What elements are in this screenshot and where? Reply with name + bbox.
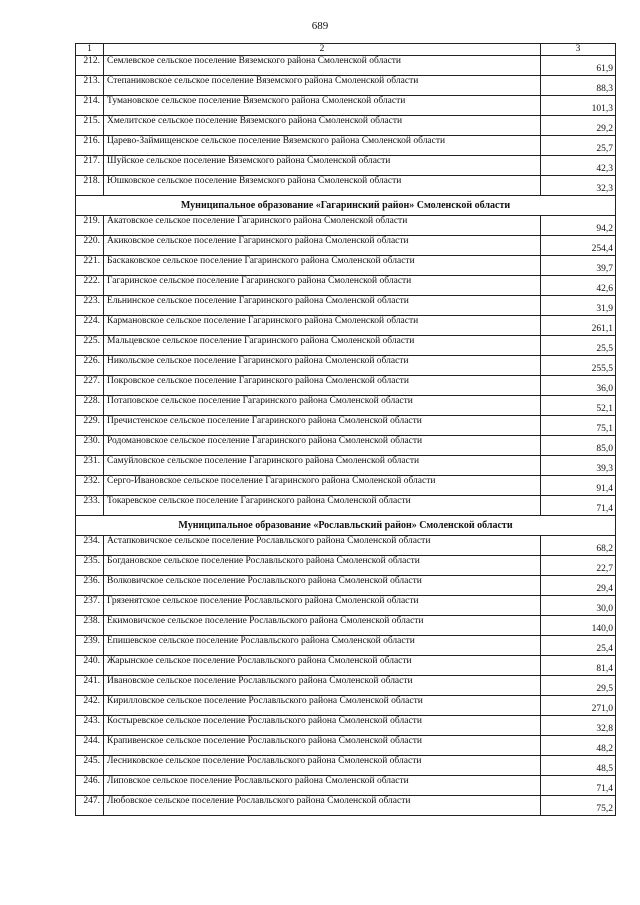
settlement-name: Лесниковское сельское поселение Рославльского района Смоленской области [104, 756, 541, 776]
row-value: 140,0 [541, 616, 616, 636]
row-value: 25,4 [541, 636, 616, 656]
settlement-name: Ивановское сельское поселение Рославльского района Смоленской области [104, 676, 541, 696]
settlement-name: Астапковичское сельское поселение Рославльского района Смоленской области [104, 536, 541, 556]
table-row [76, 436, 616, 456]
settlement-name: Акатовское сельское поселение Гагаринского района Смоленской области [104, 216, 541, 236]
row-number: 233. [76, 496, 104, 516]
settlement-name: Крапивенское сельское поселение Рославльского района Смоленской области [104, 736, 541, 756]
table-row [76, 696, 616, 716]
table-row [76, 676, 616, 696]
row-number: 246. [76, 776, 104, 796]
table-row [76, 756, 616, 776]
settlement-name: Гагаринское сельское поселение Гагаринского района Смоленской области [104, 276, 541, 296]
table-row [76, 56, 616, 76]
row-number: 215. [76, 116, 104, 136]
settlement-name: Жарынское сельское поселение Рославльского района Смоленской области [104, 656, 541, 676]
row-value: 32,8 [541, 716, 616, 736]
settlement-name: Тумановское сельское поселение Вяземского района Смоленской области [104, 96, 541, 116]
row-value: 25,7 [541, 136, 616, 156]
row-value: 22,7 [541, 556, 616, 576]
table-row [76, 456, 616, 476]
row-number: 223. [76, 296, 104, 316]
row-value: 75,1 [541, 416, 616, 436]
row-value: 68,2 [541, 536, 616, 556]
table-row [76, 336, 616, 356]
row-number: 237. [76, 596, 104, 616]
row-number: 247. [76, 796, 104, 816]
table-row [76, 376, 616, 396]
row-value: 32,3 [541, 176, 616, 196]
row-number: 232. [76, 476, 104, 496]
row-value: 94,2 [541, 216, 616, 236]
row-value: 71,4 [541, 776, 616, 796]
settlement-name: Ельнинское сельское поселение Гагаринского района Смоленской области [104, 296, 541, 316]
row-value: 271,0 [541, 696, 616, 716]
row-number: 227. [76, 376, 104, 396]
section-header-row [76, 516, 616, 536]
column-header-number: 1 [76, 44, 104, 56]
table-row [76, 596, 616, 616]
table-row [76, 216, 616, 236]
table-row [76, 716, 616, 736]
row-value: 48,5 [541, 756, 616, 776]
settlement-name: Родомановское сельское поселение Гагаринского района Смоленской области [104, 436, 541, 456]
table-row [76, 636, 616, 656]
settlement-name: Волковичское сельское поселение Рославльского района Смоленской области [104, 576, 541, 596]
table-row [76, 176, 616, 196]
table-row [76, 236, 616, 256]
row-value: 39,3 [541, 456, 616, 476]
settlement-name: Богдановское сельское поселение Рославльского района Смоленской области [104, 556, 541, 576]
table-row [76, 296, 616, 316]
table-row [76, 576, 616, 596]
settlement-name: Акиковское сельское поселение Гагаринского района Смоленской области [104, 236, 541, 256]
section-title: Муниципальное образование «Гагаринский район» Смоленской области [76, 196, 616, 216]
row-number: 244. [76, 736, 104, 756]
row-value: 36,0 [541, 376, 616, 396]
row-number: 219. [76, 216, 104, 236]
settlement-name: Костыревское сельское поселение Рославльского района Смоленской области [104, 716, 541, 736]
row-number: 228. [76, 396, 104, 416]
row-number: 239. [76, 636, 104, 656]
table-row [76, 536, 616, 556]
table-row [76, 656, 616, 676]
settlement-name: Самуйловское сельское поселение Гагаринского района Смоленской области [104, 456, 541, 476]
settlement-name: Грязенятское сельское поселение Рославльского района Смоленской области [104, 596, 541, 616]
table-row [76, 476, 616, 496]
row-value: 88,3 [541, 76, 616, 96]
settlement-name: Покровское сельское поселение Гагаринского района Смоленской области [104, 376, 541, 396]
row-value: 71,4 [541, 496, 616, 516]
row-number: 221. [76, 256, 104, 276]
column-header-name: 2 [104, 44, 541, 56]
row-number: 212. [76, 56, 104, 76]
row-number: 229. [76, 416, 104, 436]
row-value: 255,5 [541, 356, 616, 376]
row-value: 61,9 [541, 56, 616, 76]
table-row [76, 356, 616, 376]
table-row [76, 736, 616, 756]
row-number: 243. [76, 716, 104, 736]
table-row [76, 116, 616, 136]
table-row [76, 316, 616, 336]
row-value: 31,9 [541, 296, 616, 316]
table-row [76, 396, 616, 416]
row-value: 29,2 [541, 116, 616, 136]
row-value: 29,4 [541, 576, 616, 596]
row-number: 241. [76, 676, 104, 696]
column-header-value: 3 [541, 44, 616, 56]
table-row [76, 616, 616, 636]
settlement-name: Юшковское сельское поселение Вяземского района Смоленской области [104, 176, 541, 196]
row-value: 30,0 [541, 596, 616, 616]
section-header-row [76, 196, 616, 216]
row-value: 254,4 [541, 236, 616, 256]
row-value: 25,5 [541, 336, 616, 356]
row-number: 242. [76, 696, 104, 716]
settlement-name: Екимовичское сельское поселение Рославльского района Смоленской области [104, 616, 541, 636]
row-number: 235. [76, 556, 104, 576]
settlement-name: Токаревское сельское поселение Гагаринского района Смоленской области [104, 496, 541, 516]
table-row [76, 416, 616, 436]
row-number: 218. [76, 176, 104, 196]
row-value: 48,2 [541, 736, 616, 756]
settlement-name: Хмелитское сельское поселение Вяземского района Смоленской области [104, 116, 541, 136]
row-value: 101,3 [541, 96, 616, 116]
table-row [76, 496, 616, 516]
settlement-name: Кармановское сельское поселение Гагаринского района Смоленской области [104, 316, 541, 336]
table-row [76, 96, 616, 116]
row-number: 245. [76, 756, 104, 776]
row-number: 238. [76, 616, 104, 636]
row-number: 240. [76, 656, 104, 676]
row-value: 261,1 [541, 316, 616, 336]
settlement-name: Мальцевское сельское поселение Гагаринского района Смоленской области [104, 336, 541, 356]
row-number: 220. [76, 236, 104, 256]
settlement-name: Шуйское сельское поселение Вяземского района Смоленской области [104, 156, 541, 176]
row-value: 91,4 [541, 476, 616, 496]
row-value: 52,1 [541, 396, 616, 416]
settlement-name: Царево-Займищенское сельское поселение Вяземского района Смоленской области [104, 136, 541, 156]
settlement-name: Любовское сельское поселение Рославльского района Смоленской области [104, 796, 541, 816]
row-number: 231. [76, 456, 104, 476]
table-row [76, 796, 616, 816]
settlement-name: Семлевское сельское поселение Вяземского района Смоленской области [104, 56, 541, 76]
row-number: 225. [76, 336, 104, 356]
table-body [76, 44, 616, 816]
settlement-name: Кирилловское сельское поселение Рославльского района Смоленской области [104, 696, 541, 716]
row-number: 236. [76, 576, 104, 596]
settlement-name: Баскаковское сельское поселение Гагаринского района Смоленской области [104, 256, 541, 276]
row-value: 39,7 [541, 256, 616, 276]
column-header-row [76, 44, 616, 56]
settlement-name: Потаповское сельское поселение Гагаринского района Смоленской области [104, 396, 541, 416]
row-number: 234. [76, 536, 104, 556]
row-value: 81,4 [541, 656, 616, 676]
row-value: 85,0 [541, 436, 616, 456]
row-value: 42,6 [541, 276, 616, 296]
row-value: 75,2 [541, 796, 616, 816]
row-number: 230. [76, 436, 104, 456]
settlement-name: Степаниковское сельское поселение Вяземского района Смоленской области [104, 76, 541, 96]
table-row [76, 256, 616, 276]
row-number: 217. [76, 156, 104, 176]
row-number: 213. [76, 76, 104, 96]
table-row [76, 556, 616, 576]
settlement-name: Пречистенское сельское поселение Гагаринского района Смоленской области [104, 416, 541, 436]
page-number: 689 [311, 20, 329, 32]
settlement-name: Никольское сельское поселение Гагаринского района Смоленской области [104, 356, 541, 376]
row-number: 222. [76, 276, 104, 296]
row-value: 42,3 [541, 156, 616, 176]
row-number: 224. [76, 316, 104, 336]
row-number: 216. [76, 136, 104, 156]
row-number: 214. [76, 96, 104, 116]
table-row [76, 156, 616, 176]
row-number: 226. [76, 356, 104, 376]
table-row [76, 76, 616, 96]
settlements-table [75, 43, 616, 816]
settlement-name: Серго-Ивановское сельское поселение Гагаринского района Смоленской области [104, 476, 541, 496]
section-title: Муниципальное образование «Рославльский район» Смоленской области [76, 516, 616, 536]
row-value: 29,5 [541, 676, 616, 696]
settlement-name: Епишевское сельское поселение Рославльского района Смоленской области [104, 636, 541, 656]
table-row [76, 776, 616, 796]
table-row [76, 276, 616, 296]
table-row [76, 136, 616, 156]
settlement-name: Липовское сельское поселение Рославльского района Смоленской области [104, 776, 541, 796]
